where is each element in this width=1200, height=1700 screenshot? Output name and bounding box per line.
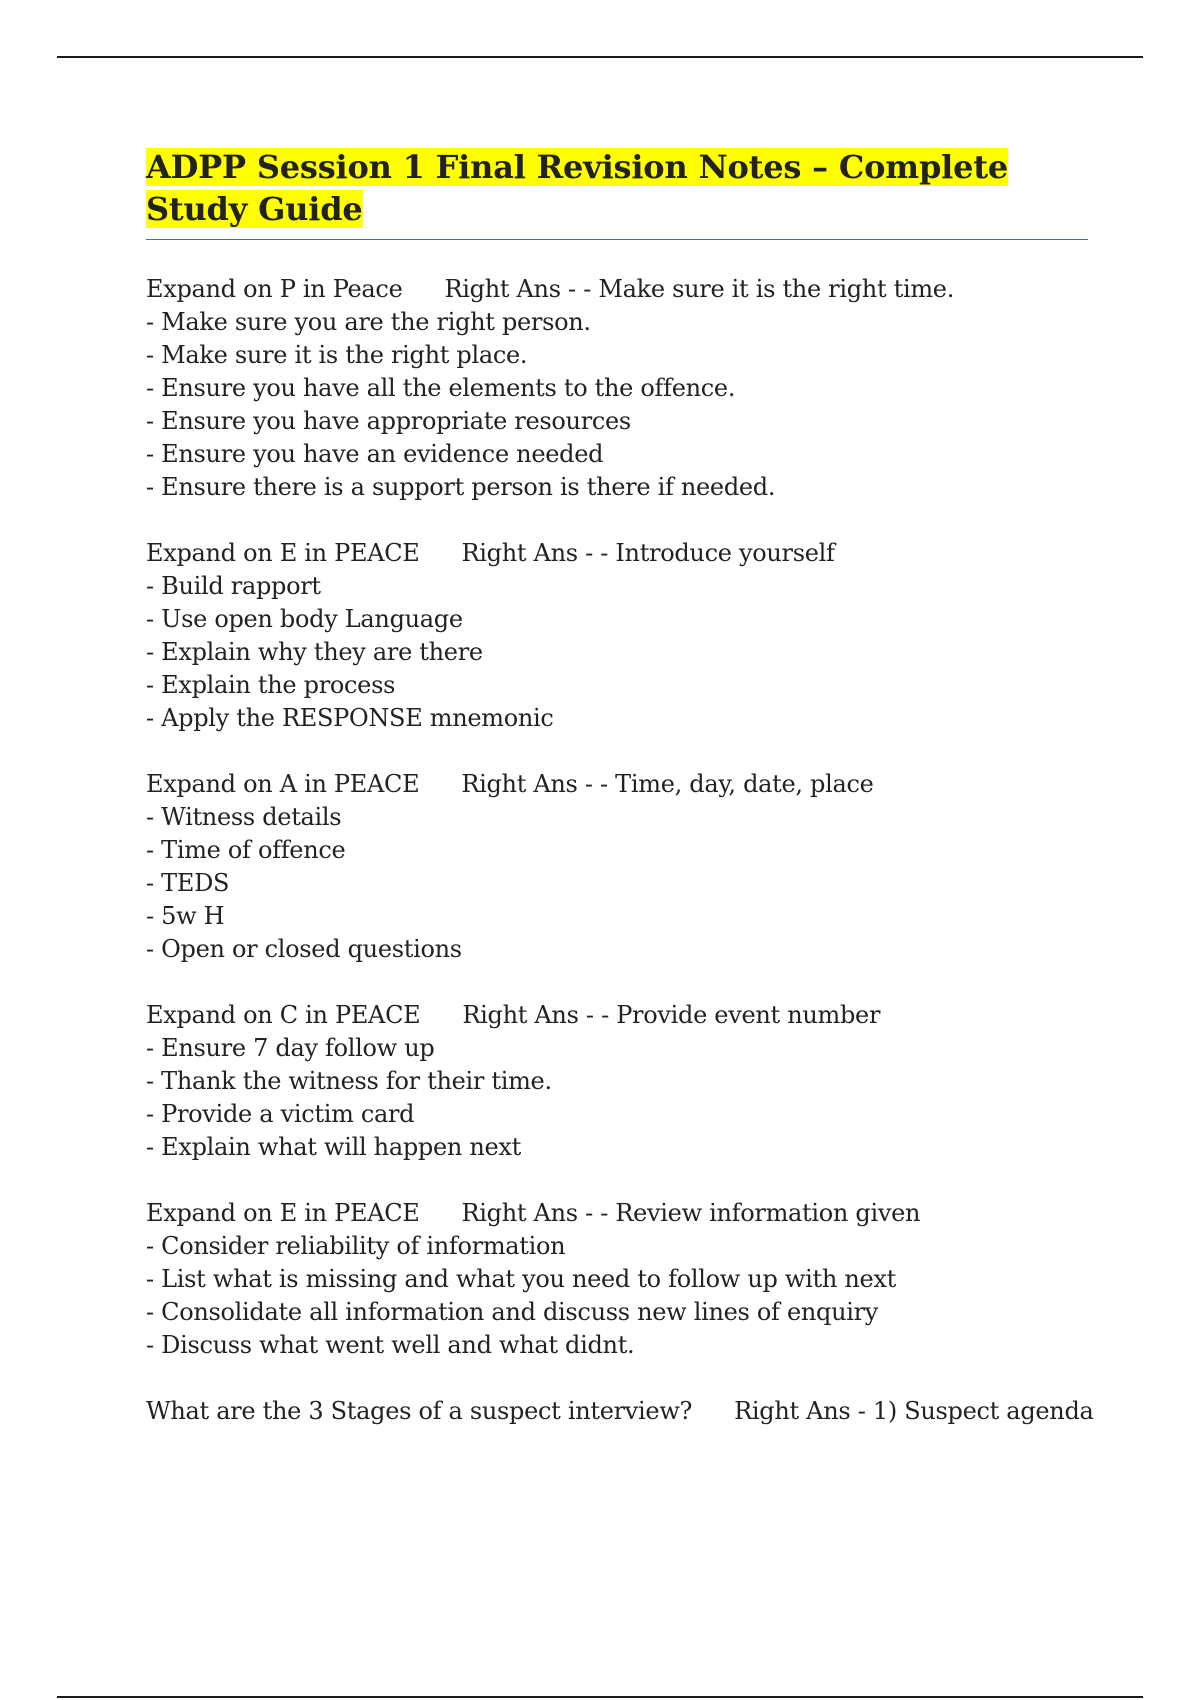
- answer-line: - Ensure you have an evidence needed: [146, 440, 604, 468]
- qa-heading: [146, 537, 1088, 570]
- answer-line: - Thank the witness for their time.: [146, 1067, 552, 1095]
- qa-heading: [146, 273, 1088, 306]
- question-text: What are the 3 Stages of a suspect interview?: [146, 1397, 693, 1425]
- answer-line: - Ensure you have all the elements to the offence.: [146, 374, 736, 402]
- question-text: Expand on E in PEACE: [146, 1199, 420, 1227]
- qa-entry: [146, 768, 1088, 966]
- answer-line: - Ensure 7 day follow up: [146, 1034, 435, 1062]
- answer-line: - Make sure it is the right place.: [146, 341, 528, 369]
- title-highlight: ADPP Session 1 Final Revision Notes – Complete Study Guide: [146, 148, 1008, 228]
- question-text: Expand on A in PEACE: [146, 770, 420, 798]
- answer-line: - Consolidate all information and discuss new lines of enquiry: [146, 1298, 879, 1326]
- answer-line: - Ensure there is a support person is there if needed.: [146, 473, 776, 501]
- document-title: [146, 146, 1088, 230]
- answer-line: - Use open body Language: [146, 605, 463, 633]
- document-body: [146, 146, 1094, 1461]
- page-top-rule: [57, 56, 1143, 58]
- page-bottom-rule: [57, 1696, 1143, 1698]
- answer-text: Right Ans - - Make sure it is the right time.: [444, 275, 955, 303]
- answer-line: - Consider reliability of information: [146, 1232, 566, 1260]
- title-underline: [146, 239, 1088, 240]
- answer-line: - Ensure you have appropriate resources: [146, 407, 631, 435]
- qa-entry: [146, 999, 1088, 1164]
- qa-entry: [146, 1395, 1094, 1428]
- answer-line: - Build rapport: [146, 572, 321, 600]
- answer-line: - Open or closed questions: [146, 935, 462, 963]
- answer-text: Right Ans - - Provide event number: [462, 1001, 881, 1029]
- qa-heading: [146, 999, 1088, 1032]
- answer-line: - Apply the RESPONSE mnemonic: [146, 704, 554, 732]
- answer-text: Right Ans - 1) Suspect agenda: [734, 1397, 1094, 1425]
- qa-entry: [146, 537, 1088, 735]
- qa-heading: [146, 768, 1088, 801]
- qa-entry: [146, 1197, 1088, 1362]
- answer-line: - TEDS: [146, 869, 230, 897]
- answer-line: - Time of offence: [146, 836, 346, 864]
- answer-text: Right Ans - - Introduce yourself: [461, 539, 835, 567]
- answer-text: Right Ans - - Time, day, date, place: [461, 770, 874, 798]
- question-text: Expand on E in PEACE: [146, 539, 420, 567]
- answer-line: - 5w H: [146, 902, 225, 930]
- answer-line: - Make sure you are the right person.: [146, 308, 591, 336]
- answer-line: - List what is missing and what you need to follow up with next: [146, 1265, 896, 1293]
- qa-heading: [146, 1197, 1088, 1230]
- qa-heading: [146, 1395, 1094, 1428]
- answer-line: - Explain why they are there: [146, 638, 483, 666]
- question-text: Expand on P in Peace: [146, 275, 403, 303]
- answer-text: Right Ans - - Review information given: [461, 1199, 921, 1227]
- answer-line: - Explain what will happen next: [146, 1133, 522, 1161]
- question-text: Expand on C in PEACE: [146, 1001, 421, 1029]
- answer-line: - Discuss what went well and what didnt.: [146, 1331, 635, 1359]
- qa-entry: [146, 273, 1088, 504]
- answer-line: - Provide a victim card: [146, 1100, 415, 1128]
- qa-list: [146, 273, 1094, 1428]
- answer-line: - Explain the process: [146, 671, 396, 699]
- answer-line: - Witness details: [146, 803, 342, 831]
